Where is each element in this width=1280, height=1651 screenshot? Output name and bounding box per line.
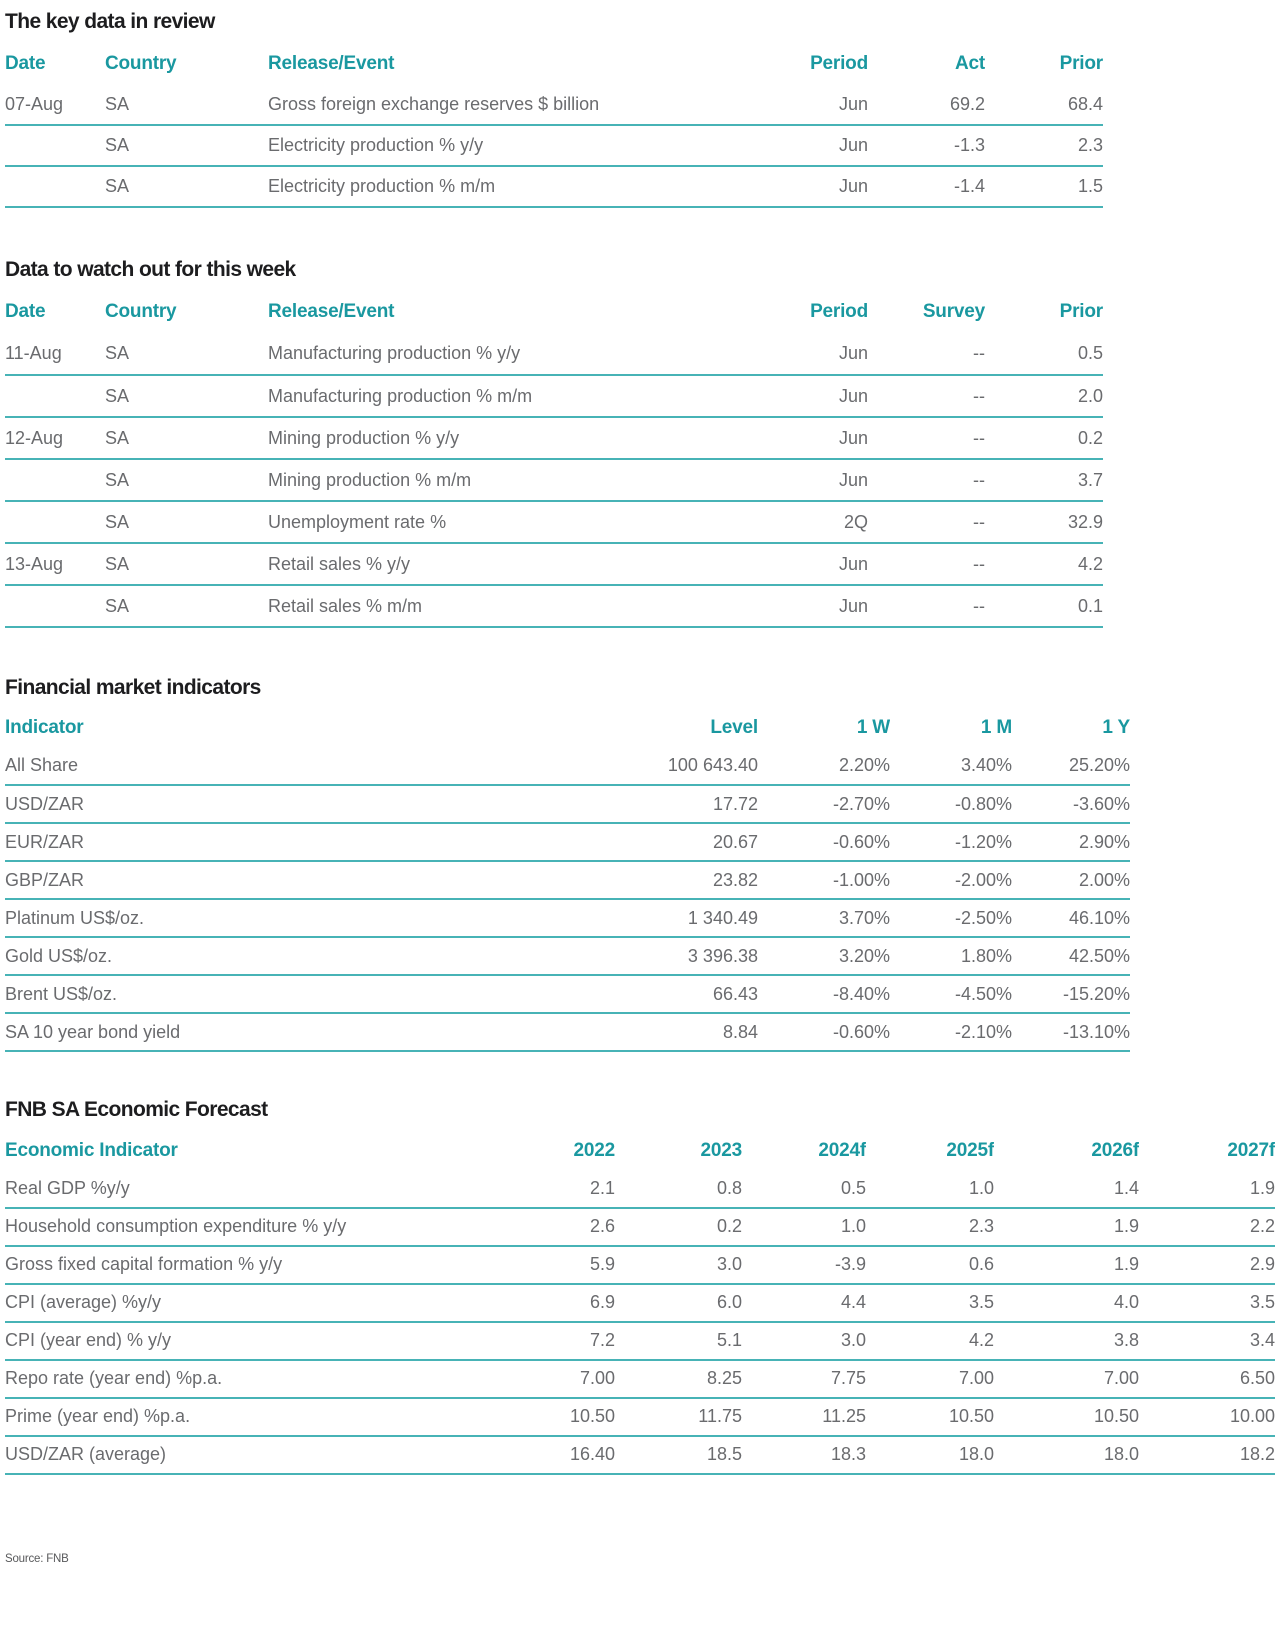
table-cell [5, 125, 105, 166]
section-title: The key data in review [5, 10, 215, 33]
column-header: Period [810, 52, 868, 74]
table-row [5, 166, 1103, 207]
table-cell: Real GDP %y/y [5, 1170, 485, 1208]
table-row [5, 585, 1103, 627]
table-cell: -- [868, 333, 985, 375]
table-cell: -4.50% [890, 975, 1012, 1013]
table-cell: 46.10% [1012, 899, 1130, 937]
table-row [5, 1322, 1275, 1360]
table-cell: Repo rate (year end) %p.a. [5, 1360, 485, 1398]
table-cell: Electricity production % m/m [268, 166, 668, 207]
table-cell: -2.50% [890, 899, 1012, 937]
table-cell: -3.9 [742, 1246, 866, 1284]
table-cell: -8.40% [758, 975, 890, 1013]
table-cell: 25.20% [1012, 747, 1130, 785]
table-cell: 1.9 [1139, 1170, 1275, 1208]
table-cell: Jun [668, 375, 868, 417]
table-row [5, 975, 1130, 1013]
economic-report-page [5, 10, 1280, 1565]
column-header: Country [105, 301, 177, 323]
key-data-review-table [5, 43, 1103, 208]
section-financial-market-indicators [5, 676, 1280, 1052]
table-cell: 1.0 [866, 1170, 994, 1208]
table-cell: Mining production % m/m [268, 459, 668, 501]
table-cell: 3.7 [985, 459, 1103, 501]
table-cell: SA 10 year bond yield [5, 1013, 645, 1051]
table-cell: 7.2 [485, 1322, 615, 1360]
table-cell: -1.4 [868, 166, 985, 207]
table-cell: 7.00 [994, 1360, 1139, 1398]
table-cell: -0.80% [890, 785, 1012, 823]
table-row [5, 84, 1103, 125]
table-cell: All Share [5, 747, 645, 785]
table-cell: 2.3 [866, 1208, 994, 1246]
table-row [5, 459, 1103, 501]
column-header: Survey [922, 301, 985, 323]
table-cell: 3.20% [758, 937, 890, 975]
table-cell: -- [868, 459, 985, 501]
column-header: 2026f [1091, 1139, 1139, 1161]
column-header: Release/Event [268, 301, 395, 323]
table-cell: -2.70% [758, 785, 890, 823]
table-cell: 8.84 [645, 1013, 758, 1051]
table-cell: Household consumption expenditure % y/y [5, 1208, 485, 1246]
table-cell: 3.0 [742, 1322, 866, 1360]
table-cell: SA [105, 501, 268, 543]
table-cell: 3.40% [890, 747, 1012, 785]
table-cell: 18.2 [1139, 1436, 1275, 1474]
column-header: Level [710, 717, 758, 739]
table-row [5, 1013, 1130, 1051]
table-cell: 2.1 [485, 1170, 615, 1208]
table-cell: 17.72 [645, 785, 758, 823]
table-cell: 18.0 [866, 1436, 994, 1474]
table-cell: EUR/ZAR [5, 823, 645, 861]
table-cell: 3.4 [1139, 1322, 1275, 1360]
column-header: 2022 [573, 1139, 615, 1161]
table-cell: Retail sales % m/m [268, 585, 668, 627]
table-cell: -- [868, 585, 985, 627]
table-row [5, 125, 1103, 166]
column-header: 2023 [700, 1139, 742, 1161]
table-cell: 7.00 [485, 1360, 615, 1398]
section-data-to-watch [5, 258, 1280, 628]
column-header: Release/Event [268, 52, 395, 74]
table-cell: Jun [668, 333, 868, 375]
column-header: Country [105, 52, 177, 74]
table-cell: Manufacturing production % y/y [268, 333, 668, 375]
table-cell: -- [868, 543, 985, 585]
table-cell: USD/ZAR (average) [5, 1436, 485, 1474]
table-row [5, 1398, 1275, 1436]
table-cell: 10.50 [866, 1398, 994, 1436]
table-cell: -1.00% [758, 861, 890, 899]
table-cell: 3 396.38 [645, 937, 758, 975]
table-cell: 100 643.40 [645, 747, 758, 785]
table-cell: 1.80% [890, 937, 1012, 975]
table-cell: CPI (average) %y/y [5, 1284, 485, 1322]
header-row [5, 291, 1103, 333]
table-cell: -0.60% [758, 1013, 890, 1051]
section-title: FNB SA Economic Forecast [5, 1098, 268, 1122]
table-row [5, 1170, 1275, 1208]
source-note: Source: FNB [5, 1552, 69, 1565]
table-cell: 6.9 [485, 1284, 615, 1322]
table-cell: 2.6 [485, 1208, 615, 1246]
table-cell: 0.2 [615, 1208, 742, 1246]
header-row [5, 43, 1103, 84]
table-cell: -13.10% [1012, 1013, 1130, 1051]
table-cell: SA [105, 84, 268, 125]
table-cell: 2.0 [985, 375, 1103, 417]
table-row [5, 861, 1130, 899]
table-cell: 0.6 [866, 1246, 994, 1284]
table-row [5, 1284, 1275, 1322]
table-cell: -- [868, 417, 985, 459]
section-fnb-sa-economic-forecast [5, 1098, 1280, 1474]
table-row [5, 417, 1103, 459]
table-row [5, 1360, 1275, 1398]
table-cell [5, 375, 105, 417]
table-cell: Brent US$/oz. [5, 975, 645, 1013]
table-cell: 6.0 [615, 1284, 742, 1322]
table-cell: 3.5 [1139, 1284, 1275, 1322]
column-header: 1 W [856, 717, 890, 739]
data-to-watch-table [5, 291, 1103, 628]
table-cell: Jun [668, 84, 868, 125]
table-cell: Unemployment rate % [268, 501, 668, 543]
table-cell: SA [105, 333, 268, 375]
table-cell: 1.0 [742, 1208, 866, 1246]
table-cell: Manufacturing production % m/m [268, 375, 668, 417]
table-row [5, 1208, 1275, 1246]
table-cell [5, 585, 105, 627]
table-cell: 42.50% [1012, 937, 1130, 975]
column-header: Date [5, 52, 46, 74]
table-cell: Jun [668, 459, 868, 501]
table-cell: 8.25 [615, 1360, 742, 1398]
table-cell: 16.40 [485, 1436, 615, 1474]
table-row [5, 937, 1130, 975]
table-cell [5, 501, 105, 543]
table-cell: 2.20% [758, 747, 890, 785]
table-cell: SA [105, 585, 268, 627]
table-cell: -- [868, 501, 985, 543]
table-cell: 2.3 [985, 125, 1103, 166]
table-cell: 11.25 [742, 1398, 866, 1436]
table-row [5, 333, 1103, 375]
column-header: 1 M [980, 717, 1012, 739]
table-cell: 0.5 [985, 333, 1103, 375]
table-cell: 0.5 [742, 1170, 866, 1208]
header-row [5, 709, 1130, 747]
table-cell: 18.5 [615, 1436, 742, 1474]
table-cell: 0.8 [615, 1170, 742, 1208]
table-cell: -0.60% [758, 823, 890, 861]
table-cell: 4.2 [985, 543, 1103, 585]
column-header: 2024f [818, 1139, 866, 1161]
column-header: 1 Y [1102, 717, 1130, 739]
table-cell: USD/ZAR [5, 785, 645, 823]
table-cell: 23.82 [645, 861, 758, 899]
table-cell: 66.43 [645, 975, 758, 1013]
table-cell: 1.9 [994, 1246, 1139, 1284]
table-cell: Prime (year end) %p.a. [5, 1398, 485, 1436]
table-cell: Jun [668, 543, 868, 585]
table-cell: 68.4 [985, 84, 1103, 125]
header-row [5, 1132, 1275, 1170]
table-cell: 12-Aug [5, 417, 105, 459]
table-cell: 11.75 [615, 1398, 742, 1436]
section-key-data-review [5, 10, 1280, 208]
table-cell: 10.00 [1139, 1398, 1275, 1436]
column-header: Economic Indicator [5, 1139, 178, 1161]
section-title: Financial market indicators [5, 676, 261, 700]
table-cell: 7.00 [866, 1360, 994, 1398]
table-cell: SA [105, 166, 268, 207]
column-header: Indicator [5, 717, 84, 739]
table-cell: -2.00% [890, 861, 1012, 899]
table-cell: 0.1 [985, 585, 1103, 627]
table-cell: 2.9 [1139, 1246, 1275, 1284]
column-header: 2027f [1227, 1139, 1275, 1161]
table-cell: CPI (year end) % y/y [5, 1322, 485, 1360]
economic-forecast-table [5, 1132, 1275, 1475]
table-cell: 7.75 [742, 1360, 866, 1398]
column-header: 2025f [946, 1139, 994, 1161]
table-cell: Jun [668, 125, 868, 166]
table-row [5, 543, 1103, 585]
table-cell: Gross fixed capital formation % y/y [5, 1246, 485, 1284]
table-cell: 3.5 [866, 1284, 994, 1322]
financial-market-indicators-table [5, 709, 1130, 1052]
table-cell: 69.2 [868, 84, 985, 125]
column-header: Prior [1059, 301, 1103, 323]
table-cell: -2.10% [890, 1013, 1012, 1051]
table-cell: GBP/ZAR [5, 861, 645, 899]
table-row [5, 1436, 1275, 1474]
table-row [5, 375, 1103, 417]
table-cell: 18.0 [994, 1436, 1139, 1474]
table-cell: 10.50 [994, 1398, 1139, 1436]
table-row [5, 1246, 1275, 1284]
table-cell: 4.2 [866, 1322, 994, 1360]
table-cell: Electricity production % y/y [268, 125, 668, 166]
table-cell: 5.9 [485, 1246, 615, 1284]
table-cell: 2Q [668, 501, 868, 543]
table-cell: 11-Aug [5, 333, 105, 375]
table-row [5, 501, 1103, 543]
table-cell: 2.2 [1139, 1208, 1275, 1246]
table-cell: -3.60% [1012, 785, 1130, 823]
table-cell: 4.0 [994, 1284, 1139, 1322]
table-cell: Jun [668, 585, 868, 627]
column-header: Prior [1059, 52, 1103, 74]
table-cell: 0.2 [985, 417, 1103, 459]
table-cell: 13-Aug [5, 543, 105, 585]
table-cell: 32.9 [985, 501, 1103, 543]
table-cell: -1.3 [868, 125, 985, 166]
table-cell: 5.1 [615, 1322, 742, 1360]
table-cell: -- [868, 375, 985, 417]
table-row [5, 823, 1130, 861]
table-cell: 07-Aug [5, 84, 105, 125]
table-cell: 2.00% [1012, 861, 1130, 899]
table-cell: Gold US$/oz. [5, 937, 645, 975]
table-cell: 10.50 [485, 1398, 615, 1436]
table-cell: SA [105, 543, 268, 585]
table-cell: 3.70% [758, 899, 890, 937]
table-cell: Gross foreign exchange reserves $ billion [268, 84, 668, 125]
table-cell [5, 459, 105, 501]
column-header: Period [810, 301, 868, 323]
table-row [5, 785, 1130, 823]
table-cell: 1.4 [994, 1170, 1139, 1208]
table-cell: SA [105, 375, 268, 417]
table-cell: Mining production % y/y [268, 417, 668, 459]
table-cell [5, 166, 105, 207]
table-cell: 18.3 [742, 1436, 866, 1474]
table-cell: 3.0 [615, 1246, 742, 1284]
column-header: Date [5, 301, 46, 323]
table-cell: -15.20% [1012, 975, 1130, 1013]
table-cell: 1 340.49 [645, 899, 758, 937]
table-row [5, 899, 1130, 937]
table-cell: Platinum US$/oz. [5, 899, 645, 937]
table-cell: Retail sales % y/y [268, 543, 668, 585]
table-cell: -1.20% [890, 823, 1012, 861]
table-cell: SA [105, 125, 268, 166]
table-cell: Jun [668, 166, 868, 207]
table-cell: SA [105, 459, 268, 501]
table-cell: 2.90% [1012, 823, 1130, 861]
table-cell: 6.50 [1139, 1360, 1275, 1398]
section-title: Data to watch out for this week [5, 258, 296, 282]
table-row [5, 747, 1130, 785]
table-cell: SA [105, 417, 268, 459]
table-cell: 1.5 [985, 166, 1103, 207]
table-cell: 1.9 [994, 1208, 1139, 1246]
table-cell: Jun [668, 417, 868, 459]
column-header: Act [954, 52, 985, 74]
table-cell: 20.67 [645, 823, 758, 861]
table-cell: 3.8 [994, 1322, 1139, 1360]
table-cell: 4.4 [742, 1284, 866, 1322]
